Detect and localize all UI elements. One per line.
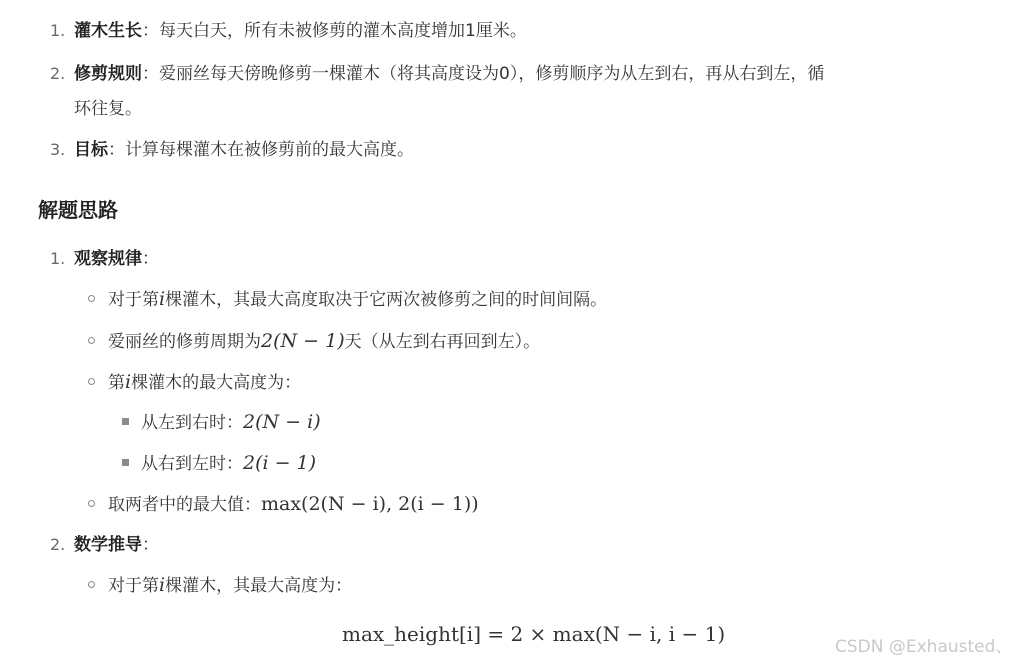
math-expression: max(2(N − i), 2(i − 1)): [261, 493, 479, 515]
math-var: i: [125, 371, 132, 393]
sub-item: 取两者中的最大值：max(2(N − i), 2(i − 1)): [108, 493, 479, 515]
list-number: 1.: [50, 21, 66, 40]
item-text-continued: 环往复。: [74, 99, 142, 119]
list-number: 3.: [50, 140, 66, 159]
sub-item: 第i棵灌木的最大高度为：: [108, 371, 302, 393]
item-text: ：爱丽丝每天傍晚修剪一棵灌木（将其高度设为0），修剪顺序为从左到右，再从右到左，循: [142, 64, 825, 84]
math-expression: 2(N − i): [243, 411, 321, 433]
watermark: CSDN @Exhausted、: [835, 637, 1013, 657]
square-bullet-icon: [122, 459, 129, 466]
list-number: 2.: [50, 64, 66, 83]
sub-item: 爱丽丝的修剪周期为2(N − 1)天（从左到右再回到左）。: [108, 330, 541, 352]
math-var: i: [159, 288, 166, 310]
item-title: 数学推导: [74, 535, 142, 555]
circle-bullet-icon: [88, 295, 95, 302]
item-title: 观察规律: [74, 249, 142, 269]
list-item: [74, 138, 414, 162]
list-item: 观察规律：: [74, 249, 159, 269]
list-item: [74, 62, 824, 86]
item-title: 灌木生长: [74, 21, 142, 41]
math-expression: 2(i − 1): [243, 452, 317, 474]
math-expression: 2(N − 1): [261, 330, 345, 352]
circle-bullet-icon: [88, 378, 95, 385]
sub-item: 对于第i棵灌木，其最大高度为：: [108, 574, 353, 596]
sub-sub-item: 从右到左时：2(i − 1): [141, 452, 317, 474]
sub-sub-item: 从左到右时：2(N − i): [141, 411, 321, 433]
list-item: 数学推导：: [74, 535, 159, 555]
item-title: 修剪规则: [74, 64, 142, 84]
list-number: 2.: [50, 535, 66, 554]
item-title: 目标: [74, 140, 108, 160]
display-formula: max_height[i] = 2 × max(N − i, i − 1): [342, 622, 726, 646]
sub-item: 对于第i棵灌木，其最大高度取决于它两次被修剪之间的时间间隔。: [108, 288, 608, 310]
section-heading: 解题思路: [38, 198, 118, 222]
list-number: 1.: [50, 249, 66, 268]
item-text: ：每天白天，所有未被修剪的灌木高度增加1厘米。: [142, 21, 527, 41]
circle-bullet-icon: [88, 500, 95, 507]
item-text: ：计算每棵灌木在被修剪前的最大高度。: [108, 140, 414, 160]
circle-bullet-icon: [88, 581, 95, 588]
circle-bullet-icon: [88, 337, 95, 344]
list-item: [74, 19, 527, 43]
math-var: i: [159, 574, 166, 596]
square-bullet-icon: [122, 418, 129, 425]
